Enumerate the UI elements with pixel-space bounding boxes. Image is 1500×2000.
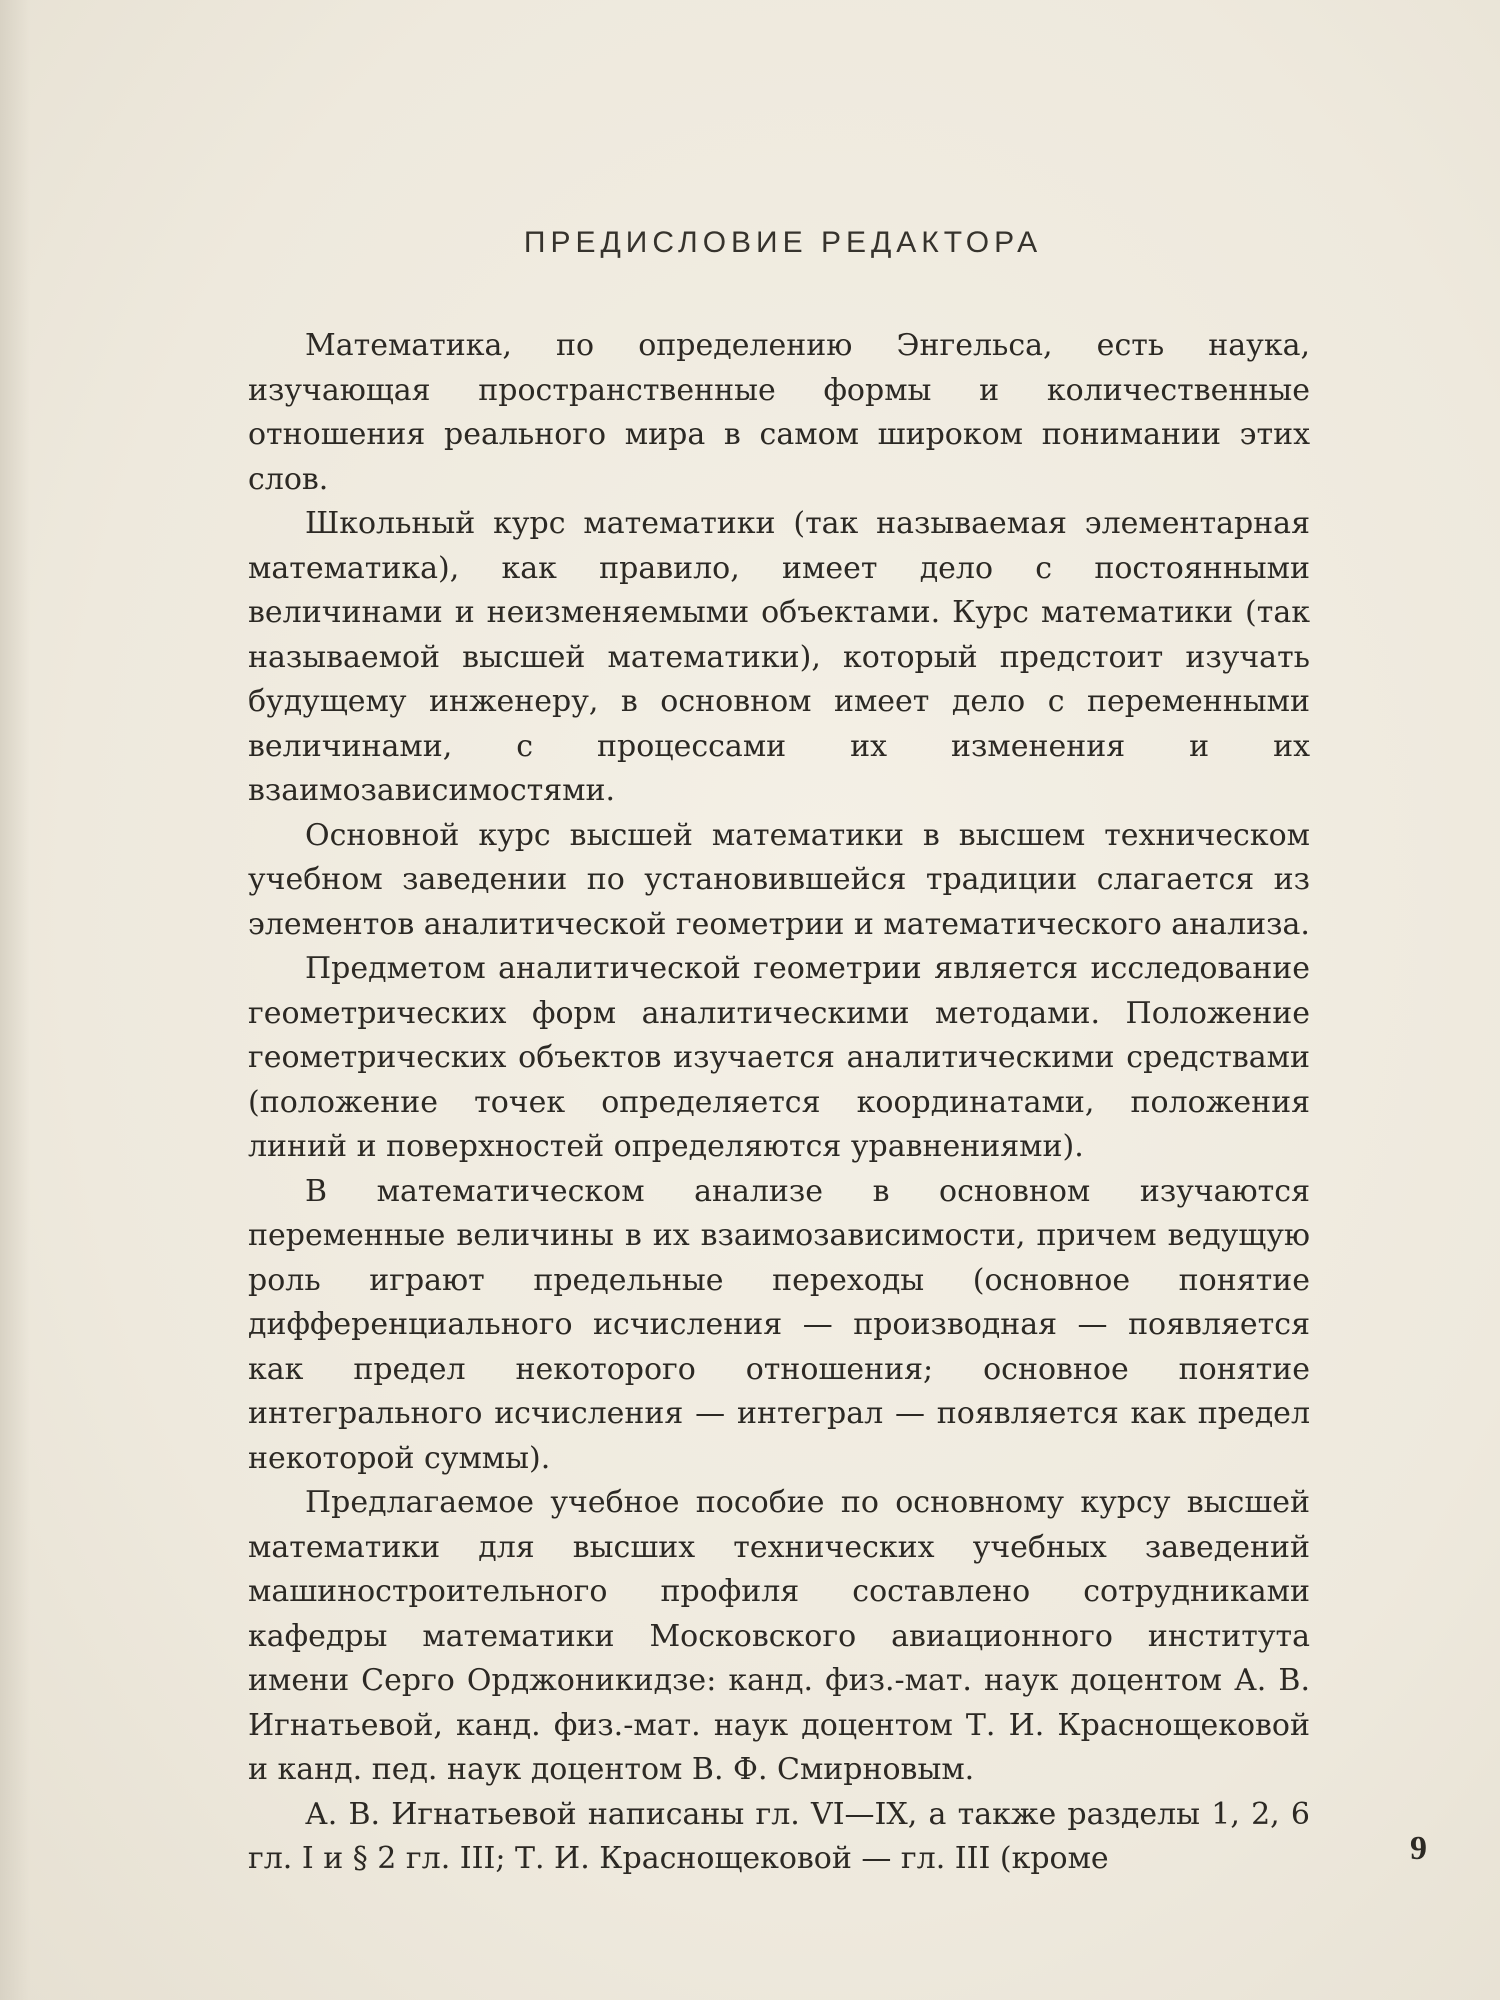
paragraph-3: Основной курс высшей математики в высшем техническом учебном заведении по установившейся традиции слагается из элементов аналитической геометрии и математического анализа. [248, 817, 1310, 942]
page-number: 9 [1410, 1830, 1427, 1867]
paragraph-4: Предметом аналитической геометрии является исследование геометрических форм аналитическими методами. Положение геометрических объектов изучается аналитическими средствами (положение точек определяется координатами, положения линий и поверхностей определяются уравнениями). [248, 951, 1310, 1164]
paragraph-7: А. В. Игнатьевой написаны гл. VI—IX, а также разделы 1, 2, 6 гл. I и § 2 гл. III; Т. И. Краснощековой — гл. III (кроме [248, 1796, 1310, 1876]
preface-text [248, 324, 1310, 1882]
paragraph-6: Предлагаемое учебное пособие по основному курсу высшей математики для высших технических учебных заведений машиностроительного профиля составлено сотрудниками кафедры математики Московского авиационного института имени Серго Орджоникидзе: канд. физ.-мат. наук доцентом А. В. Игнатьевой, канд. физ.-мат. наук доцентом Т. И. Краснощековой и канд. пед. наук доцентом В. Ф. Смирновым. [248, 1485, 1310, 1787]
paragraph-5: В математическом анализе в основном изучаются переменные величины в их взаимозависимости, причем ведущую роль играют предельные переходы (основное понятие дифференциального исчисления — производная — появляется как предел некоторого отношения; основное понятие интегрального исчисления — интеграл — появляется как предел некоторой суммы). [248, 1173, 1310, 1476]
paragraph-1: Математика, по определению Энгельса, есть наука, изучающая пространственные формы и количественные отношения реального мира в самом широком понимании этих слов. [248, 328, 1310, 497]
binding-shadow [0, 0, 30, 2000]
paragraph-2: Школьный курс математики (так называемая элементарная математика), как правило, имеет дело с постоянными величинами и неизменяемыми объектами. Курс математики (так называемой высшей математики), который предстоит изучать будущему инженеру, в основном имеет дело с переменными величинами, с процессами их изменения и их взаимозависимостями. [248, 506, 1310, 808]
page-title: ПРЕДИСЛОВИЕ РЕДАКТОРА [523, 226, 1043, 259]
